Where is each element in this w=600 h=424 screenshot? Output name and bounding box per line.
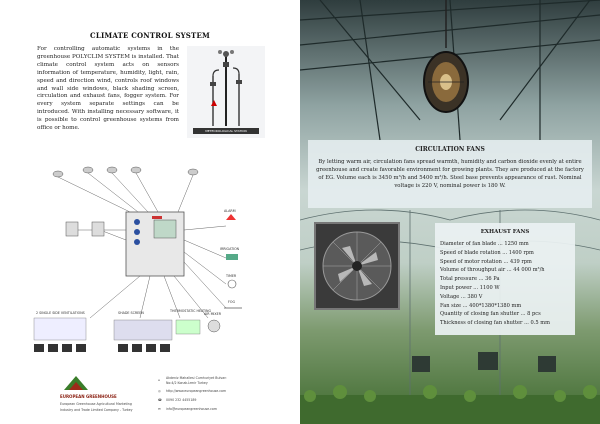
label-irrigation: IRRIGATION [220, 247, 240, 251]
controller-knob [134, 239, 140, 245]
greenhouse-logo-icon [62, 372, 90, 392]
spec-item: Input power ... 1100 W [440, 284, 500, 291]
spec-item: Diameter of fan blade ... 1250 mm [440, 241, 529, 247]
sensor-icon [53, 167, 198, 177]
spec-item: Quantity of closing fan shutter ... 8 pcs [440, 311, 541, 318]
spec-item: Thickness of closing fan shutter ... 0.5 mm [440, 320, 550, 327]
spec-item: Total pressure ... 36 Pa [440, 276, 500, 283]
website-link[interactable]: http://www.europeangreenhouse.com [166, 389, 227, 393]
spec-item: Volume of throughput air ... 44 000 m³/h [440, 267, 545, 274]
controller-knob [134, 229, 140, 235]
company-logo-text: EUROPEAN GREENHOUSE [60, 394, 117, 399]
spec-item: Fan size ... 400*1380*1380 mm [440, 302, 522, 309]
circulation-fans-title: CIRCULATION FANS [415, 146, 485, 153]
label-shade-screen: SHADE SCREEN [118, 311, 144, 315]
side-ventilation-icon [34, 318, 86, 340]
right-page [300, 0, 600, 424]
shade-screen-icon [114, 320, 172, 340]
circulation-fans-panel [308, 140, 592, 208]
wall-fan-icons [412, 352, 556, 372]
spec-item: Voltage ... 380 V [440, 293, 483, 300]
meteorological-station-photo [187, 46, 265, 138]
exhaust-fan-icon [316, 224, 398, 308]
sensor-icon [92, 222, 104, 236]
circulation-fan-icon [424, 52, 468, 112]
climate-diagram [30, 160, 270, 360]
label-alarm: ALARM [224, 209, 236, 213]
sensor-icon [66, 222, 78, 236]
air-mixer-icon [208, 320, 220, 332]
heating-icon [176, 320, 200, 334]
label-fog: FOG [228, 300, 236, 304]
company-line-1: European Greenhouse Agricultural Marketing [60, 402, 132, 406]
phone-number: 0090 232 4455189 [166, 398, 197, 402]
page-title: CLIMATE CONTROL SYSTEM [90, 31, 210, 40]
greenhouse-background [300, 0, 600, 424]
phone-icon: ☎ [158, 398, 162, 402]
label-air-mixer: AIR MIXER [204, 312, 222, 316]
plant-rows [300, 395, 600, 424]
globe-icon: ◎ [158, 389, 161, 393]
label-side-ventilations: 2 SINGLE SIDE VENTILATIONS [36, 311, 85, 315]
company-line-2: Industry and Trade Limited Company - Turkey [60, 408, 133, 412]
address-line-1: Akdeniz Mahallesi Cumhuriyet Bulvarı [166, 376, 227, 380]
exhaust-fans-title: EXHAUST FANS [480, 229, 530, 235]
spec-item: Speed of motor rotation ... 439 rpm [440, 258, 532, 265]
email-icon: ✉ [158, 407, 161, 411]
irrigation-icon [226, 254, 238, 260]
timer-icon [228, 280, 236, 288]
email-link[interactable]: info@europeangreenhouse.com [166, 407, 217, 411]
exhaust-specs-list [440, 240, 572, 328]
photo-caption: METEOROLOGICAL STATION [193, 128, 259, 134]
label-thermostatic-heating: THERMOSTATIC HEATING [170, 309, 212, 313]
window-row [34, 344, 170, 352]
spec-item: Speed of blade rotation ... 1400 rpm [440, 249, 534, 256]
exhaust-fan-photo [314, 222, 400, 310]
address-line-2: No:4/2 Konak-İzmir Turkey [166, 381, 208, 385]
intro-paragraph: For controlling automatic systems in the greenhouse POLYCLIM SYSTEM is installed. That climate control system acts on sensors information of temperature, humidity, light, rain, speed and direction wind, controls roof windows and wall side windows, black shading screen, circulation and exhaust fans, fogger system. For every system separate settings can be introduced. With installing necessary software, it is possible to control greenhouse systems from office or home. [37, 46, 179, 132]
address-icon: ⌂ [158, 378, 161, 382]
circulation-fans-text: By letting warm air, circulation fans spread warmth, humidity and carbon dioxide evenly at entire greenhouse and create favorable environment for growing plants. They are produced at the factory of EG. Volume each is 3450 m³/h and 5400 m³/h. Steel base prevents appearance of rust. Nominal voltage is 220 V, nominal power is 180 W. [316, 159, 584, 189]
weather-station-icon [187, 46, 265, 138]
alarm-icon [226, 214, 236, 220]
label-timer: TIMER [226, 274, 237, 278]
controller-display [154, 220, 176, 238]
exhaust-fans-panel [435, 223, 575, 335]
controller-knob [134, 219, 140, 225]
